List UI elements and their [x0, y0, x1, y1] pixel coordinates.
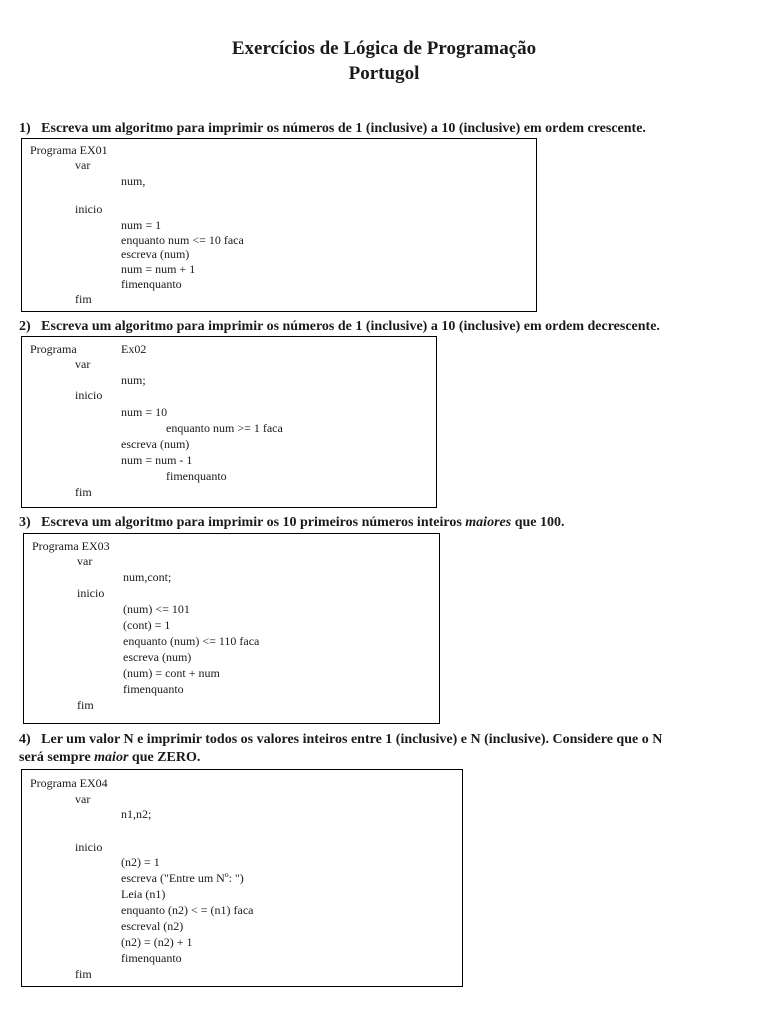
code-line: escreva (num) [123, 650, 192, 664]
code-line: fimenquanto [166, 469, 227, 483]
code-line: fim [75, 967, 92, 981]
code-line: fimenquanto [121, 277, 182, 291]
code-line: var [75, 792, 91, 806]
code-line: enquanto num <= 10 faca [121, 233, 244, 247]
code-line: Ex02 [121, 342, 147, 356]
exercise-4-question-line2: será sempre maior que ZERO. [19, 750, 201, 765]
code-line: num = 10 [121, 405, 168, 419]
code-line: fim [75, 485, 92, 499]
code-line: num; [121, 373, 146, 387]
code-line: var [77, 554, 93, 568]
code-line: fim [77, 698, 94, 712]
code-line: fim [75, 292, 92, 306]
code-line: (num) = cont + num [123, 666, 220, 680]
code-line: num, [121, 174, 146, 188]
code-line: (cont) = 1 [123, 618, 171, 632]
exercise-2-question: 2) Escreva um algoritmo para imprimir os números de 1 (inclusive) a 10 (inclusive) em ordem decrescente. [19, 319, 660, 334]
code-line: (n2) = 1 [121, 855, 160, 869]
code-line: inicio [75, 840, 103, 854]
code-line: num = num - 1 [121, 453, 193, 467]
code-line: escreva (num) [121, 437, 190, 451]
code-line: Leia (n1) [121, 887, 166, 901]
code-line: Programa EX01 [30, 143, 108, 157]
exercise-3-question: 3) Escreva um algoritmo para imprimir os 10 primeiros números inteiros maiores que 100. [19, 515, 565, 530]
code-line: Programa [30, 342, 77, 356]
code-line: num,cont; [123, 570, 172, 584]
code-line: inicio [75, 388, 103, 402]
code-line: Programa EX03 [32, 539, 110, 553]
code-line: enquanto num >= 1 faca [166, 421, 283, 435]
code-line: var [75, 158, 91, 172]
code-line: inicio [77, 586, 105, 600]
code-line: fimenquanto [123, 682, 184, 696]
code-line: (num) <= 101 [123, 602, 190, 616]
document-title: Exercícios de Lógica de Programação [231, 38, 537, 59]
code-line: escreval (n2) [121, 919, 184, 933]
code-line: fimenquanto [121, 951, 182, 965]
code-line: num = num + 1 [121, 262, 196, 276]
exercise-1-question: 1) Escreva um algoritmo para imprimir os números de 1 (inclusive) a 10 (inclusive) em ordem crescente. [19, 121, 646, 136]
code-line: (n2) = (n2) + 1 [121, 935, 193, 949]
exercise-1-code-box [21, 138, 537, 312]
document-subtitle: Portugol [348, 63, 420, 84]
code-line: enquanto (n2) < = (n1) faca [121, 903, 254, 917]
code-line: Programa EX04 [30, 776, 108, 790]
code-line: escreva ("Entre um Nº: ") [121, 871, 244, 885]
code-line: num = 1 [121, 218, 162, 232]
code-line: inicio [75, 202, 103, 216]
exercise-4-question: 4) Ler um valor N e imprimir todos os valores inteiros entre 1 (inclusive) e N (inclusive). Considere que o N [19, 732, 663, 747]
code-line: var [75, 357, 91, 371]
code-line: escreva (num) [121, 247, 190, 261]
code-line: n1,n2; [121, 807, 152, 821]
code-line: enquanto (num) <= 110 faca [123, 634, 260, 648]
